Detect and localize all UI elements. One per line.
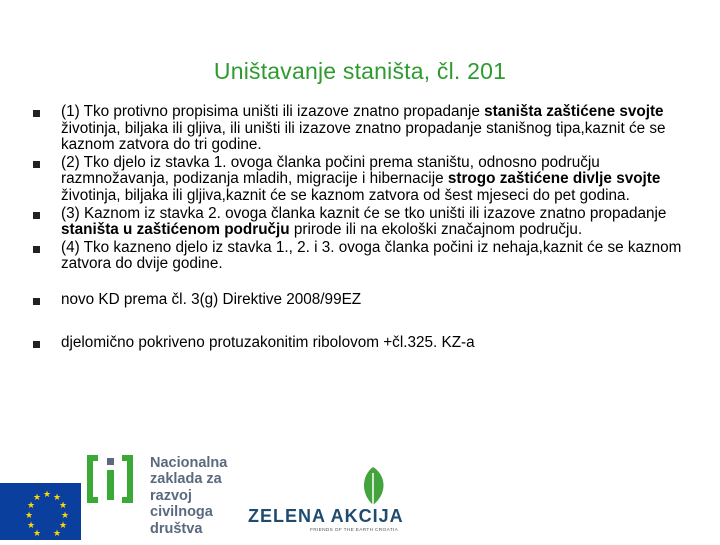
- bullet-square-icon: [33, 246, 40, 253]
- logo-line: civilnoga: [150, 504, 213, 521]
- svg-text:★: ★: [26, 521, 36, 531]
- slide-title: Uništavanje staništa, čl. 201: [213, 58, 507, 84]
- svg-text:★: ★: [24, 511, 34, 521]
- bullet-text: životinja, biljaka ili gljiva,kaznit će se kaznom zatvora od šest mjeseci do pet godina.: [61, 186, 630, 204]
- bullet-square-icon: [33, 161, 40, 168]
- bullet-text: (4) Tko kazneno djelo iz stavka 1., 2. i 3. ovoga članka počini iz nehaja,kaznit će se kaznom zatvora do dvije godine.: [61, 238, 682, 273]
- list-item: [30, 240, 690, 273]
- bullet-text: novo KD prema čl. 3(g) Direktive 2008/99EZ: [61, 290, 362, 308]
- svg-text:★: ★: [58, 501, 68, 511]
- bullet-text: životinja, biljaka ili gljiva, ili uništi ili izazove znatno propadanje stanišnog tipa,kaznit će se kaznom zatvora do tri godine.: [61, 119, 666, 154]
- logo-line: društva: [150, 520, 203, 537]
- logo-line: zaklada za: [150, 471, 222, 488]
- svg-text:★: ★: [52, 529, 62, 539]
- nacionalna-zaklada-text: [150, 455, 245, 537]
- list-item: [30, 292, 690, 309]
- bullet-text: prirode ili na ekološki značajnom području.: [289, 221, 583, 239]
- eu-flag-icon: [0, 483, 81, 540]
- bullet-square-icon: [33, 110, 40, 117]
- bullet-bold-text: staništa zaštićene svojte: [484, 103, 664, 120]
- bullet-list: [30, 104, 690, 351]
- svg-text:★: ★: [60, 511, 70, 521]
- bullet-text: (3) Kaznom iz stavka 2. ovoga članka kaznit će se tko uništi ili izazove znatno propadanje: [61, 204, 667, 222]
- svg-text:★: ★: [52, 493, 62, 503]
- bullet-square-icon: [33, 212, 40, 219]
- bullet-square-icon: [33, 341, 40, 348]
- bullet-text: (2) Tko djelo iz stavka 1. ovoga članka počini prema staništu, odnosno području razmnožavanja, podizanja mladih, migracije i hibernacije: [61, 153, 600, 188]
- bullet-bold-text: strogo zaštićene divlje svojte: [447, 170, 661, 188]
- zelena-akcija-logo-text: ZELENA AKCIJA: [248, 506, 404, 526]
- svg-text:★: ★: [32, 493, 42, 503]
- logo-line: razvoj: [150, 487, 192, 504]
- svg-text:★: ★: [32, 529, 42, 539]
- svg-text:★: ★: [26, 501, 36, 511]
- list-item: [30, 206, 690, 239]
- bullet-text: djelomično pokriveno protuzakonitim ribolovom +čl.325. KZ-a: [61, 333, 475, 351]
- svg-text:★: ★: [58, 521, 68, 531]
- bullet-bold-text: staništa u zaštićenom području: [61, 221, 290, 239]
- zelena-akcija-subtitle: FRIENDS OF THE EARTH CROATIA: [310, 528, 399, 533]
- bullet-square-icon: [33, 298, 40, 305]
- list-item: [30, 335, 690, 352]
- nacionalna-zaklada-logo-icon: [84, 452, 146, 517]
- svg-text:★: ★: [42, 490, 52, 500]
- list-item: [30, 104, 690, 154]
- list-item: [30, 155, 690, 205]
- bullet-text: (1) Tko protivno propisima uništi ili izazove znatno propadanje: [61, 103, 485, 120]
- logo-line: Nacionalna: [150, 455, 228, 471]
